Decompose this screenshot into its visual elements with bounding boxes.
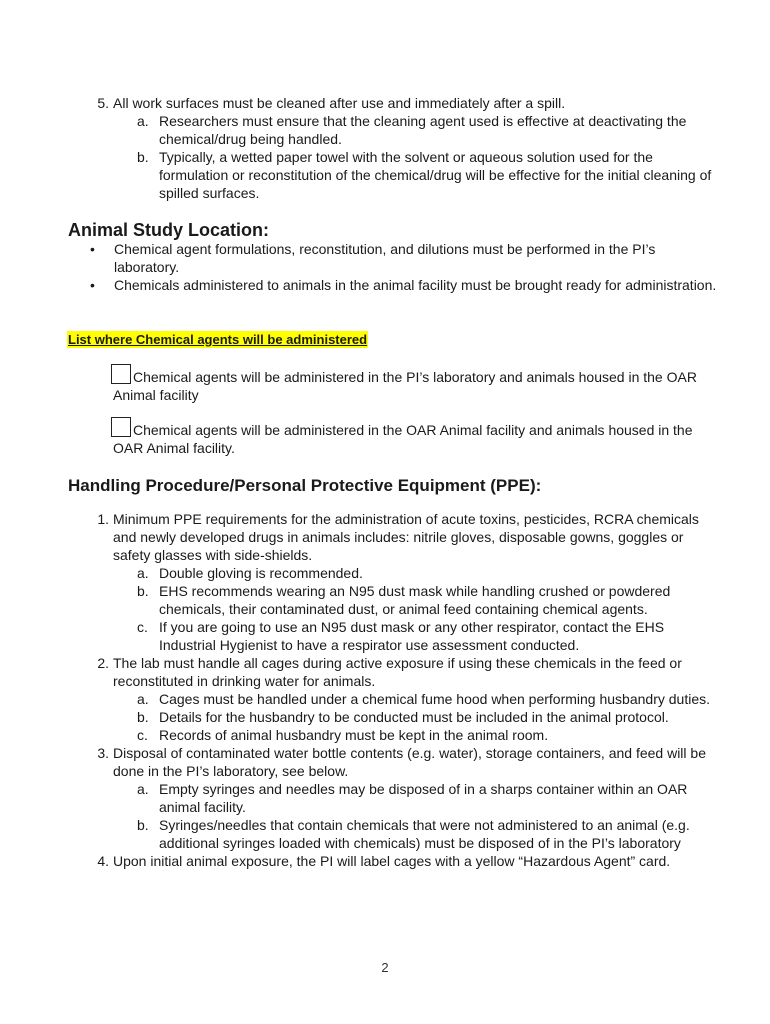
sub-text: Records of animal husbandry must be kept in the animal room. [159, 727, 549, 743]
animal-study-bullets [68, 240, 718, 294]
sub-text: Double gloving is recommended. [159, 565, 363, 581]
cleaning-list [97, 94, 713, 202]
option-text: Chemical agents will be administered in the OAR Animal facility and animals housed in the OAR Animal facility. [113, 422, 693, 456]
bullet-icon: • [90, 277, 95, 293]
page-number: 2 [381, 960, 389, 975]
option-oar-facility[interactable] [113, 421, 713, 457]
bullet-item [90, 276, 718, 294]
sub-label: a. [137, 781, 149, 797]
sub-text: Typically, a wetted paper towel with the solvent or aqueous solution used for the formulation or reconstitution of the chemical/drug will be effective for the initial cleaning of spilled surfaces. [159, 149, 712, 201]
sub-label: c. [137, 727, 148, 743]
sub-text: Researchers must ensure that the cleaning agent used is effective at deactivating the chemical/drug being handled. [159, 113, 687, 147]
bullet-icon: • [90, 241, 95, 257]
sub-item-5b [137, 148, 713, 202]
list-number: 1. [97, 511, 109, 527]
sub-label: a. [137, 691, 149, 707]
section-heading-animal-study: Animal Study Location: [68, 220, 270, 240]
sub-text: EHS recommends wearing an N95 dust mask while handling crushed or powdered chemicals, their contaminated dust, or animal feed containing chemical agents. [159, 583, 671, 617]
sub-item-2a [137, 690, 713, 708]
list-item-5 [97, 94, 713, 112]
ppe-list [97, 510, 713, 870]
sub-label: a. [137, 565, 149, 581]
list-item-1 [97, 510, 713, 564]
administration-options [0, 368, 770, 457]
list-number: 5. [97, 95, 109, 111]
sub-item-2c [137, 726, 713, 744]
sub-text: Cages must be handled under a chemical fume hood when performing husbandry duties. [159, 691, 710, 707]
sub-item-3b [137, 816, 713, 852]
bullet-item [90, 240, 718, 276]
checkbox-oar-facility[interactable] [111, 417, 131, 437]
sub-item-5a [137, 112, 713, 148]
sub-label: b. [137, 583, 149, 599]
bullet-text: Chemical agent formulations, reconstitution, and dilutions must be performed in the PI’s laboratory. [114, 241, 656, 275]
sub-label: b. [137, 149, 149, 165]
sub-label: b. [137, 817, 149, 833]
sub-label: a. [137, 113, 149, 129]
sub-text: Details for the husbandry to be conducted must be included in the animal protocol. [159, 709, 669, 725]
sub-label: c. [137, 619, 148, 635]
sub-item-1c [137, 618, 713, 654]
checkbox-pi-lab[interactable] [111, 364, 131, 384]
list-item-3 [97, 744, 713, 780]
section-heading-ppe: Handling Procedure/Personal Protective Equipment (PPE): [68, 476, 542, 495]
list-number: 3. [97, 745, 109, 761]
bullet-text: Chemicals administered to animals in the animal facility must be brought ready for administration. [114, 277, 717, 293]
list-item-2 [97, 654, 713, 690]
list-item-text: All work surfaces must be cleaned after use and immediately after a spill. [113, 95, 566, 111]
list-item-text: Disposal of contaminated water bottle contents (e.g. water), storage containers, and feed will be done in the PI’s laboratory, see below. [113, 745, 706, 779]
list-number: 4. [97, 853, 109, 869]
sub-text: Syringes/needles that contain chemicals that were not administered to an animal (e.g. additional syringes loaded with chemicals) must be disposed of in the PI’s laboratory [159, 817, 690, 851]
sub-item-1a [137, 564, 713, 582]
list-item-text: Minimum PPE requirements for the administration of acute toxins, pesticides, RCRA chemicals and newly developed drugs in animals includes: nitrile gloves, disposable gowns, goggles or safety glasses with side-shields. [113, 511, 699, 563]
sub-text: If you are going to use an N95 dust mask or any other respirator, contact the EHS Industrial Hygienist to have a respirator use assessment conducted. [159, 619, 665, 653]
sub-text: Empty syringes and needles may be disposed of in a sharps container within an OAR animal facility. [159, 781, 688, 815]
sub-item-1b [137, 582, 713, 618]
list-item-text: The lab must handle all cages during active exposure if using these chemicals in the feed or reconstituted in drinking water for animals. [113, 655, 682, 689]
sub-item-2b [137, 708, 713, 726]
sub-item-3a [137, 780, 713, 816]
sub-label: b. [137, 709, 149, 725]
list-number: 2. [97, 655, 109, 671]
list-item-text: Upon initial animal exposure, the PI will label cages with a yellow “Hazardous Agent” card. [113, 853, 671, 869]
list-item-4 [97, 852, 713, 870]
option-text: Chemical agents will be administered in the PI’s laboratory and animals housed in the OAR Animal facility [113, 369, 697, 403]
highlighted-instruction: List where Chemical agents will be administered [68, 332, 368, 347]
option-pi-lab[interactable] [113, 368, 713, 404]
highlight-label-wrap [67, 331, 368, 349]
